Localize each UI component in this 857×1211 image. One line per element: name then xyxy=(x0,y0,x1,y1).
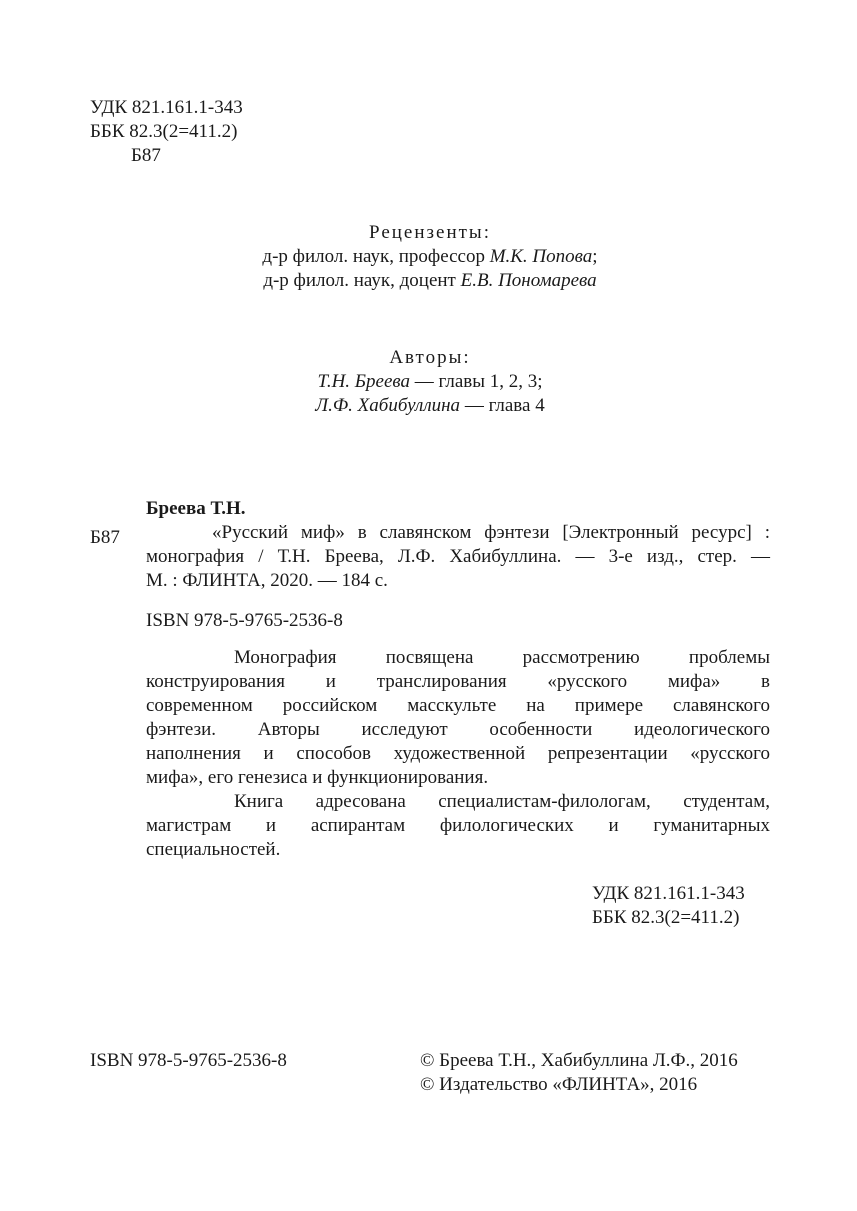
author-2-chapters: — глава 4 xyxy=(460,395,545,416)
author-2-name: Л.Ф. Хабибуллина xyxy=(315,395,461,416)
reviewer-2-title: д-р филол. наук, доцент xyxy=(263,270,461,291)
catalog-mark: Б87 xyxy=(90,527,120,548)
reviewer-2-name: Е.В. Пономарева xyxy=(460,270,597,291)
catalog-isbn: ISBN 978-5-9765-2536-8 xyxy=(146,610,343,631)
reviewer-1-name: М.К. Попова xyxy=(489,246,593,267)
author-line-2 xyxy=(90,394,770,418)
footer-isbn: ISBN 978-5-9765-2536-8 xyxy=(90,1050,287,1071)
bbk-code-bottom: ББК 82.3(2=411.2) xyxy=(592,907,740,928)
authors-block xyxy=(90,346,770,418)
author-mark: Б87 xyxy=(131,145,161,166)
author-1-chapters: — главы 1, 2, 3; xyxy=(410,371,543,392)
annotation-p2-line: специальностей. xyxy=(146,839,281,860)
reviewers-block xyxy=(90,221,770,293)
copyright-authors: © Бреева Т.Н., Хабибуллина Л.Ф., 2016 xyxy=(420,1050,738,1071)
annotation-p2-line: Книга адресована специалистам-филологам, студентам, xyxy=(234,791,770,812)
classification-bottom xyxy=(592,882,745,930)
annotation-p1-line: Монография посвящена рассмотрению проблемы xyxy=(234,647,770,668)
catalog-author-heading: Бреева Т.Н. xyxy=(146,498,246,519)
bbk-code: ББК 82.3(2=411.2) xyxy=(90,121,238,142)
catalog-description xyxy=(146,521,770,593)
udk-code-bottom: УДК 821.161.1-343 xyxy=(592,883,745,904)
annotation xyxy=(146,646,770,862)
reviewer-line-2 xyxy=(90,269,770,293)
catalog-title-line-2: монография / Т.Н. Бреева, Л.Ф. Хабибуллина. — 3-е изд., стер. — xyxy=(146,546,770,567)
classification-top xyxy=(90,96,243,168)
udk-code: УДК 821.161.1-343 xyxy=(90,97,243,118)
annotation-p1-line: фэнтези. Авторы исследуют особенности идеологического xyxy=(146,719,770,740)
reviewers-heading: Рецензенты: xyxy=(369,222,491,243)
catalog-title-line-1: «Русский миф» в славянском фэнтези [Электронный ресурс] : xyxy=(212,522,770,543)
reviewer-line-1 xyxy=(90,245,770,269)
annotation-p1-line: современном российском масскульте на примере славянского xyxy=(146,695,770,716)
annotation-p2-line: магистрам и аспирантам филологических и гуманитарных xyxy=(146,815,770,836)
footer-copyright xyxy=(420,1049,738,1097)
annotation-p1-line: конструирования и транслирования «русского мифа» в xyxy=(146,671,770,692)
catalog-title-line-3: М. : ФЛИНТА, 2020. — 184 с. xyxy=(146,570,388,591)
reviewer-1-punct: ; xyxy=(592,246,598,267)
reviewer-1-title: д-р филол. наук, профессор xyxy=(262,246,490,267)
annotation-p1-line: мифа», его генезиса и функционирования. xyxy=(146,767,489,788)
author-1-name: Т.Н. Бреева xyxy=(317,371,411,392)
copyright-publisher: © Издательство «ФЛИНТА», 2016 xyxy=(420,1074,698,1095)
annotation-p1-line: наполнения и способов художественной репрезентации «русского xyxy=(146,743,770,764)
author-line-1 xyxy=(90,370,770,394)
authors-heading: Авторы: xyxy=(389,347,471,368)
